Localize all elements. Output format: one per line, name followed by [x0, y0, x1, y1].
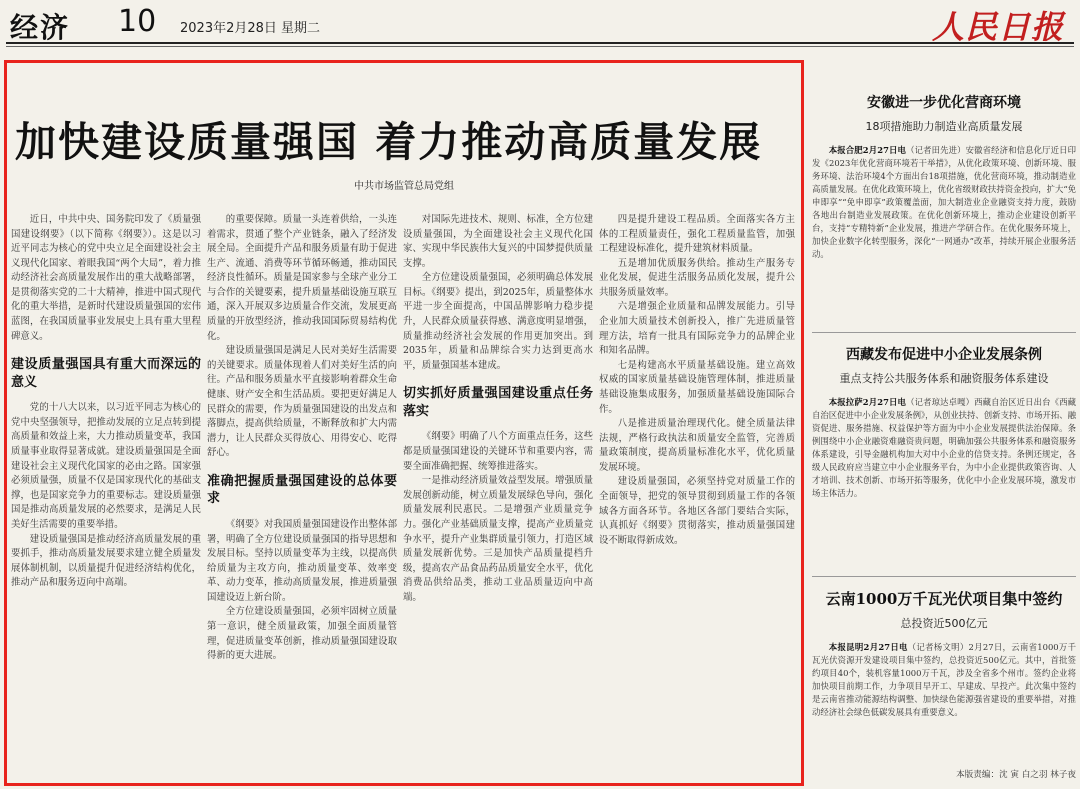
- story-title: 云南1000万千瓦光伏项目集中签约: [825, 590, 1063, 608]
- dateline: 本报拉萨2月27日电: [828, 397, 907, 407]
- page-number: 10: [118, 4, 157, 39]
- paragraph: 五是增加优质服务供给。推动生产服务专业化发展，促进生活服务品质化发展，提升公共服务质量效率。: [599, 257, 795, 298]
- newspaper-logo: 人民日报: [931, 8, 1064, 46]
- paragraph: 党的十八大以来，以习近平同志为核心的党中央坚强领导，把推动发展的立足点转到提高质量和效益上来，大力推动质量变革，我国质量事业取得显著成就。建设质量强国是全面建设社会主义现代化国家的必由之路。国家强必须质量强，质量不仅是国家现代化的基础支撑，也是国家竞争力的重要标志。建设质量强国是推动高质量发展的必然要求，是满足人民美好生活需要的重要举措。: [11, 402, 201, 530]
- story-subtitle: 总投资近500亿元: [900, 617, 988, 630]
- paragraph: 四是提升建设工程品质。全面落实各方主体的工程质量责任，强化工程质量监管，加强工程建设标准化，提升建筑材料质量。: [599, 214, 795, 255]
- story-divider: [812, 576, 1076, 577]
- dateline: 本报合肥2月27日电: [828, 145, 907, 155]
- article-column-4: [599, 213, 795, 783]
- story-subtitle: 18项措施助力制造业高质量发展: [865, 120, 1023, 133]
- story-body: [812, 144, 1076, 334]
- article-column-3: [403, 213, 593, 783]
- paragraph: 建设质量强国是推动经济高质量发展的重要抓手，推动高质量发展要求建立健全质量发展体制机制，以质量提升促进经济结构优化，推动产品和服务迈向中高端。: [11, 533, 201, 589]
- section-name: 经济: [10, 11, 71, 44]
- story-text: （记者琼达卓嘎）西藏自治区近日出台《西藏自治区促进中小企业发展条例》，从创业扶持、创新支持、市场开拓、融资促进、服务措施、权益保护等方面为中小企业发展提供法治保障。条例围绕中小企业融资难融资贵问题，明确加强公共服务体系和融资服务体系建设，引导金融机构加大对中小企业的信贷支持。条例还规定，各级人民政府应当建立中小企业服务平台，为中小企业提供政策咨询、人才培训、技术创新、市场开拓等服务，优化中小企业发展环境，激发市场主体活力。: [812, 397, 1076, 499]
- paragraph: 全方位建设质量强国，必须牢固树立质量第一意识，健全质量政策，加强全面质量管理，促进质量变革创新，推动质量强国建设取得新的更大进展。: [207, 606, 397, 662]
- editor-credit: 本版责编：沈 寅 白之羽 林子夜: [956, 770, 1076, 780]
- section-subhead: 准确把握质量强国建设的总体要求: [207, 473, 397, 507]
- paragraph: 全方位建设质量强国，必须明确总体发展目标。《纲要》提出，到2025年，质量整体水平进一步全面提高，中国品牌影响力稳步提升，人民群众质量获得感、满意度明显增强，质量推动经济社会发展的作用更加突出。到2035年，质量和品牌综合实力达到更高水平，质量强国基本建成。: [403, 272, 593, 371]
- paragraph: 《纲要》明确了八个方面重点任务，这些都是质量强国建设的关键环节和重要内容，需要全面准确把握、统筹推进落实。: [403, 431, 593, 472]
- story-body: [812, 641, 1076, 771]
- paragraph: 六是增强企业质量和品牌发展能力。引导企业加大质量技术创新投入，推广先进质量管理方法，培育一批具有国际竞争力的品牌企业和知名品牌。: [599, 301, 795, 357]
- article-column-1: [11, 213, 201, 783]
- feature-headline: 加快建设质量强国 着力推动高质量发展: [15, 118, 763, 166]
- paragraph: 近日，中共中央、国务院印发了《质量强国建设纲要》（以下简称《纲要》）。这是以习近平同志为核心的党中央立足全面建设社会主义现代化国家、着眼我国“两个大局”，着力推动经济社会高质量发展作出的重大战略部署，是贯彻落实党的二十大精神，推进中国式现代化的重大举措，是新时代建设质量强国的宏伟蓝图，在我国质量事业发展史上具有重大里程碑意义。: [11, 214, 201, 342]
- paragraph: 《纲要》对我国质量强国建设作出整体部署，明确了全方位建设质量强国的指导思想和发展目标。坚持以质量变革为主线，以提高供给质量为主攻方向，推动质量变革、效率变革、动力变革，推动高质量发展，推进质量强国建设迈上新台阶。: [207, 518, 397, 603]
- news-sidebar: [812, 60, 1076, 786]
- story-title: 安徽进一步优化营商环境: [867, 95, 1021, 111]
- masthead-rule-thin: [6, 46, 1074, 47]
- feature-byline: 中共市场监管总局党组: [354, 181, 454, 192]
- masthead: [0, 0, 1080, 56]
- article-column-2: [207, 213, 397, 783]
- paragraph: 建设质量强国，必须坚持党对质量工作的全面领导，把党的领导贯彻到质量工作的各领域各方面各环节。各地区各部门要结合实际，认真抓好《纲要》贯彻落实，推动质量强国建设不断取得新成效。: [599, 476, 795, 546]
- publication-date: 2023年2月28日 星期二: [180, 21, 321, 36]
- paragraph: 八是推进质量治理现代化。健全质量法律法规，严格行政执法和质量安全监管，完善质量政策制度，提高质量标准化水平，优化质量发展环境。: [599, 418, 795, 473]
- news-story-yunnan: [812, 588, 1076, 771]
- dateline: 本报昆明2月27日电: [828, 642, 908, 652]
- paragraph: 对国际先进技术、规则、标准，全方位建设质量强国，为全面建设社会主义现代化国家、实现中华民族伟大复兴的中国梦提供质量支撑。: [403, 214, 593, 269]
- paragraph: 一是推动经济质量效益型发展。增强质量发展创新动能，树立质量发展绿色导向，强化质量发展利民惠民。二是增强产业质量竞争力。强化产业基础质量支撑，提高产业质量竞争水平，提升产业集群质量引领力，打造区域质量发展新优势。三是加快产品质量提档升级，提高农产品食品药品质量安全水平，优化消费品供给品类，推动工业品质量迈向中高端。: [403, 475, 593, 603]
- paragraph: 的重要保障。质量一头连着供给，一头连着需求，贯通了整个产业链条，融入了经济发展全局。全面提升产品和服务质量有助于促进生产、流通、消费等环节循环畅通，推动国民经济良性循环。质量是国家参与全球产业分工与合作的关键要素，提升质量基础设施互联互通，深入开展双多边质量合作交流，发展更高质量的开放型经济，推动我国国际贸易结构优化。: [207, 214, 397, 342]
- story-text: （记者田先进）安徽省经济和信息化厅近日印发《2023年优化营商环境若干举措》，从优化政策环境、创新环境、服务环境、法治环境4个方面出台18项措施，优化营商环境，推动制造业高质量发展。在优化政策环境上，优化省级财政扶持资金投向，扩大“免申即享”“免申即享”政策覆盖面，加大制造业企业融资支持力度，鼓励各地出台制造业发展政策。在优化创新环境上，推动企业建设创新平台，支持“专精特新”企业发展，推进产学研合作。在优化服务环境上，加快企业数字化转型服务，深化“一网通办”改革，持续开展企业服务活动。: [812, 145, 1076, 260]
- story-divider: [812, 332, 1076, 333]
- story-title: 西藏发布促进中小企业发展条例: [846, 347, 1042, 363]
- news-story-tibet: [812, 344, 1076, 576]
- story-body: [812, 396, 1076, 576]
- section-subhead: 建设质量强国具有重大而深远的意义: [11, 357, 201, 390]
- paragraph: 七是构建高水平质量基础设施。建立高效权威的国家质量基础设施管理体制，推进质量基础设施集成服务，加强质量基础设施国际合作。: [599, 359, 795, 415]
- paragraph: 建设质量强国是满足人民对美好生活需要的关键要求。质量体现着人们对美好生活的向往。产品和服务质量水平直接影响着群众生命健康、财产安全和生活品质。要把更好满足人民群众的需要，作为质量强国建设的出发点和落脚点，提高供给质量，不断释放和扩大内需潜力，让人民群众买得放心、用得安心、吃得舒心。: [207, 345, 397, 459]
- feature-article-frame: [4, 60, 804, 786]
- section-subhead: 切实抓好质量强国建设重点任务落实: [403, 386, 593, 419]
- story-text: （记者杨文明）2月27日，云南省1000万千瓦光伏资源开发建设项目集中签约，总投资近500亿元。其中，首批签约项目40个，装机容量1000万千瓦，涉及全省多个州市。签约企业将加快项目前期工作，力争项目早开工、早建成、早投产。此次集中签约是云南省推动能源结构调整、加快绿色能源强省建设的重要举措，对推动经济社会绿色低碳发展具有重要意义。: [812, 642, 1076, 718]
- news-story-anhui: [812, 92, 1076, 334]
- masthead-rule: [6, 42, 1074, 44]
- story-subtitle: 重点支持公共服务体系和融资服务体系建设: [839, 372, 1049, 385]
